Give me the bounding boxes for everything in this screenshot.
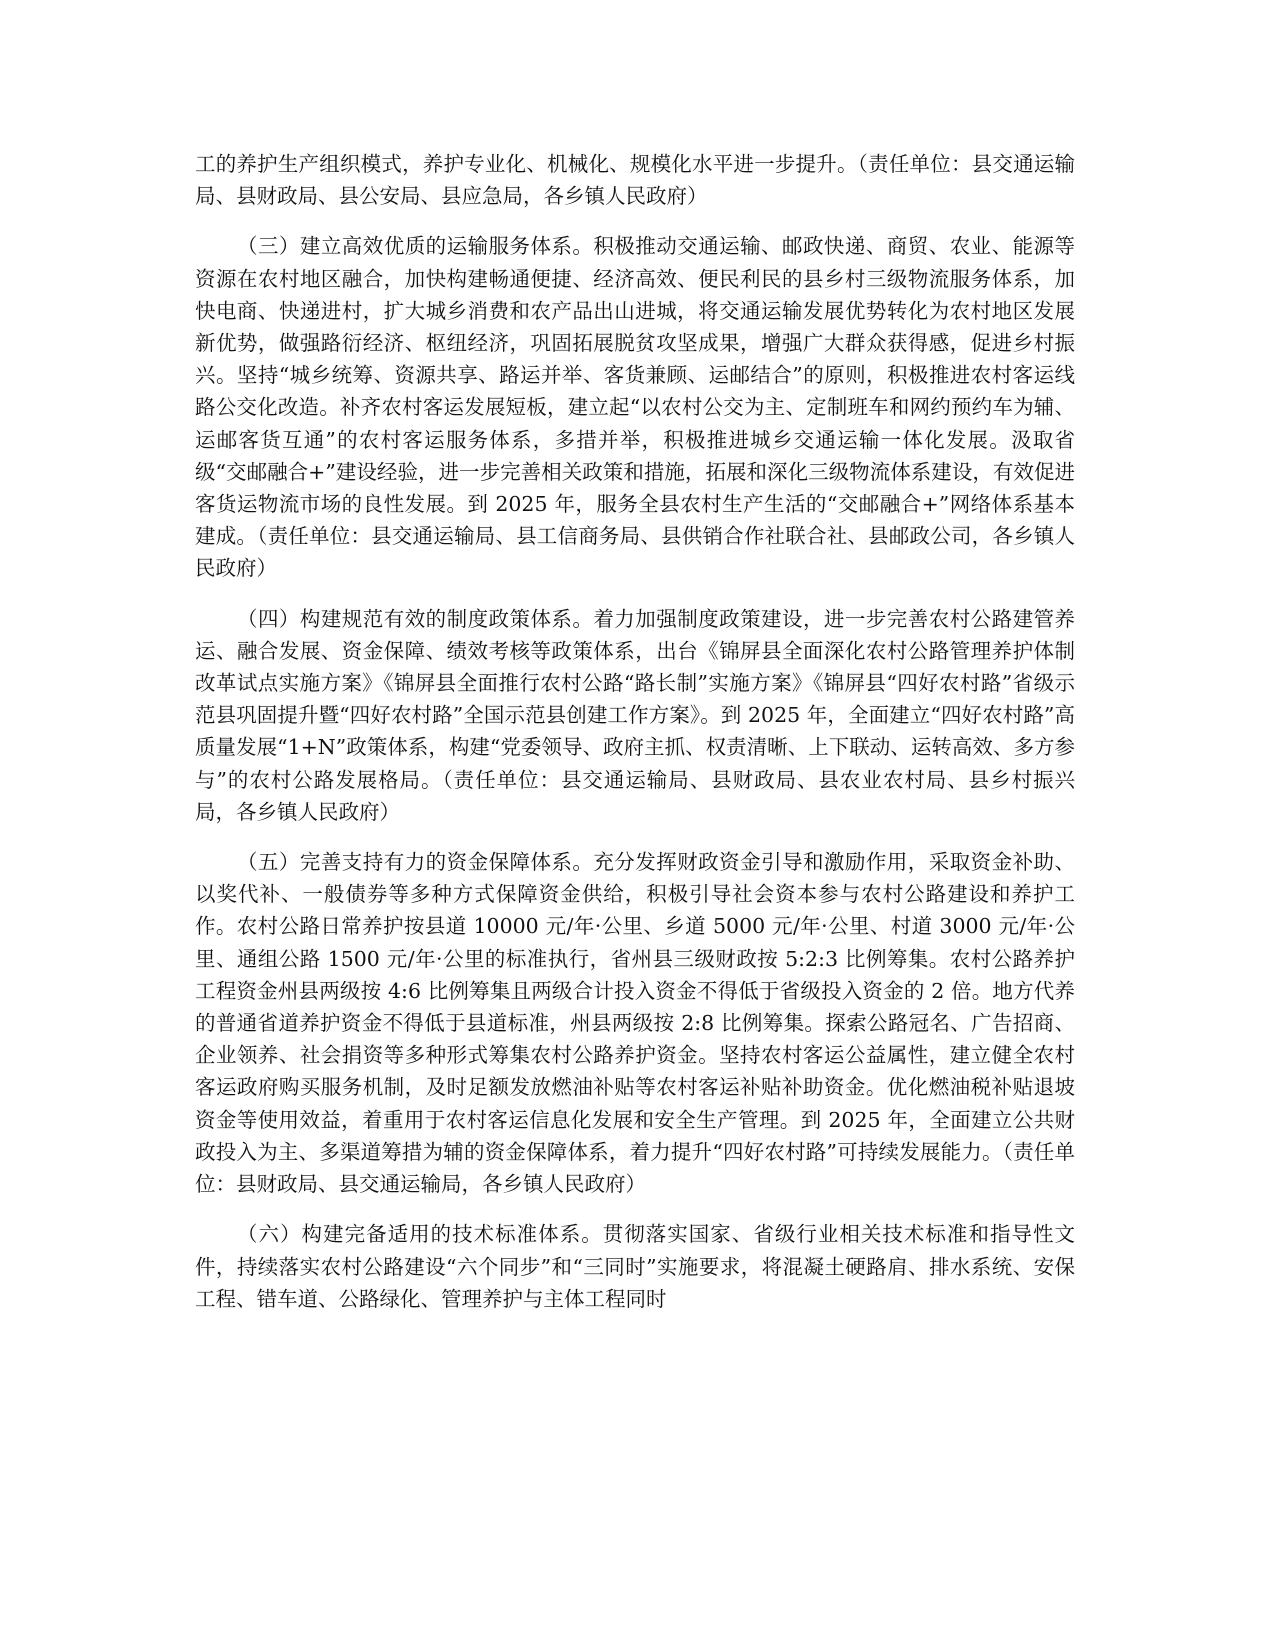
paragraph-section-3: （三）建立高效优质的运输服务体系。积极推动交通运输、邮政快递、商贸、农业、能源等资源在农村地区融合，加快构建畅通便捷、经济高效、便民利民的县乡村三级物流服务体系，加快电商、快递进村，扩大城乡消费和农产品出山进城，将交通运输发展优势转化为农村地区发展新优势，做强路衍经济、枢纽经济，巩固拓展脱贫攻坚成果，增强广大群众获得感，促进乡村振兴。坚持“城乡统筹、资源共享、路运并举、客货兼顾、运邮结合”的原则，积极推进农村客运线路公交化改造。补齐农村客运发展短板，建立起“以农村公交为主、定制班车和网约预约车为辅、运邮客货互通”的农村客运服务体系，多措并举，积极推进城乡交通运输一体化发展。汲取省级“交邮融合+”建设经验，进一步完善相关政策和措施，拓展和深化三级物流体系建设，有效促进客货运物流市场的良性发展。到 2025 年，服务全县农村生产生活的“交邮融合+”网络体系基本建成。（责任单位：县交通运输局、县工信商务局、县供销合作社联合社、县邮政公司，各乡镇人民政府） [195,234,1075,581]
paragraph-section-4: （四）构建规范有效的制度政策体系。着力加强制度政策建设，进一步完善农村公路建管养运、融合发展、资金保障、绩效考核等政策体系，出台《锦屏县全面深化农村公路管理养护体制改革试点实施方案》《锦屏县全面推行农村公路“路长制”实施方案》《锦屏县“四好农村路”省级示范县巩固提升暨“四好农村路”全国示范县创建工作方案》。到 2025 年，全面建立“四好农村路”高质量发展“1+N”政策体系，构建“党委领导、政府主抓、权责清晰、上下联动、运转高效、多方参与”的农村公路发展格局。（责任单位：县交通运输局、县财政局、县农业农村局、县乡村振兴局，各乡镇人民政府） [195,606,1075,824]
paragraph-section-6: （六）构建完备适用的技术标准体系。贯彻落实国家、省级行业相关技术标准和指导性文件，持续落实农村公路建设“六个同步”和“三同时”实施要求，将混凝土硬路肩、排水系统、安保工程、错车道、公路绿化、管理养护与主体工程同时 [195,1222,1075,1311]
document-body [195,148,1075,1333]
paragraph-continuation: 工的养护生产组织模式，养护专业化、机械化、规模化水平进一步提升。（责任单位：县交通运输局、县财政局、县公安局、县应急局，各乡镇人民政府） [195,152,1075,209]
paragraph-section-5: （五）完善支持有力的资金保障体系。充分发挥财政资金引导和激励作用，采取资金补助、以奖代补、一般债券等多种方式保障资金供给，积极引导社会资本参与农村公路建设和养护工作。农村公路日常养护按县道 10000 元/年·公里、乡道 5000 元/年·公里、村道 3000 元/年·公里、通组公路 1500 元/年·公里的标准执行，省州县三级财政按 5:2:3 比例筹集。农村公路养护工程资金州县两级按 4:6 比例筹集且两级合计投入资金不得低于省级投入资金的 2 倍。地方代养的普通省道养护资金不得低于县道标准，州县两级按 2:8 比例筹集。探索公路冠名、广告招商、企业领养、社会捐资等多种形式筹集农村公路养护资金。坚持农村客运公益属性，建立健全农村客运政府购买服务机制，及时足额发放燃油补贴等农村客运补贴补助资金。优化燃油税补贴退坡资金等使用效益，着重用于农村客运信息化发展和安全生产管理。到 2025 年，全面建立公共财政投入为主、多渠道筹措为辅的资金保障体系，着力提升“四好农村路”可持续发展能力。（责任单位：县财政局、县交通运输局，各乡镇人民政府） [195,850,1075,1197]
